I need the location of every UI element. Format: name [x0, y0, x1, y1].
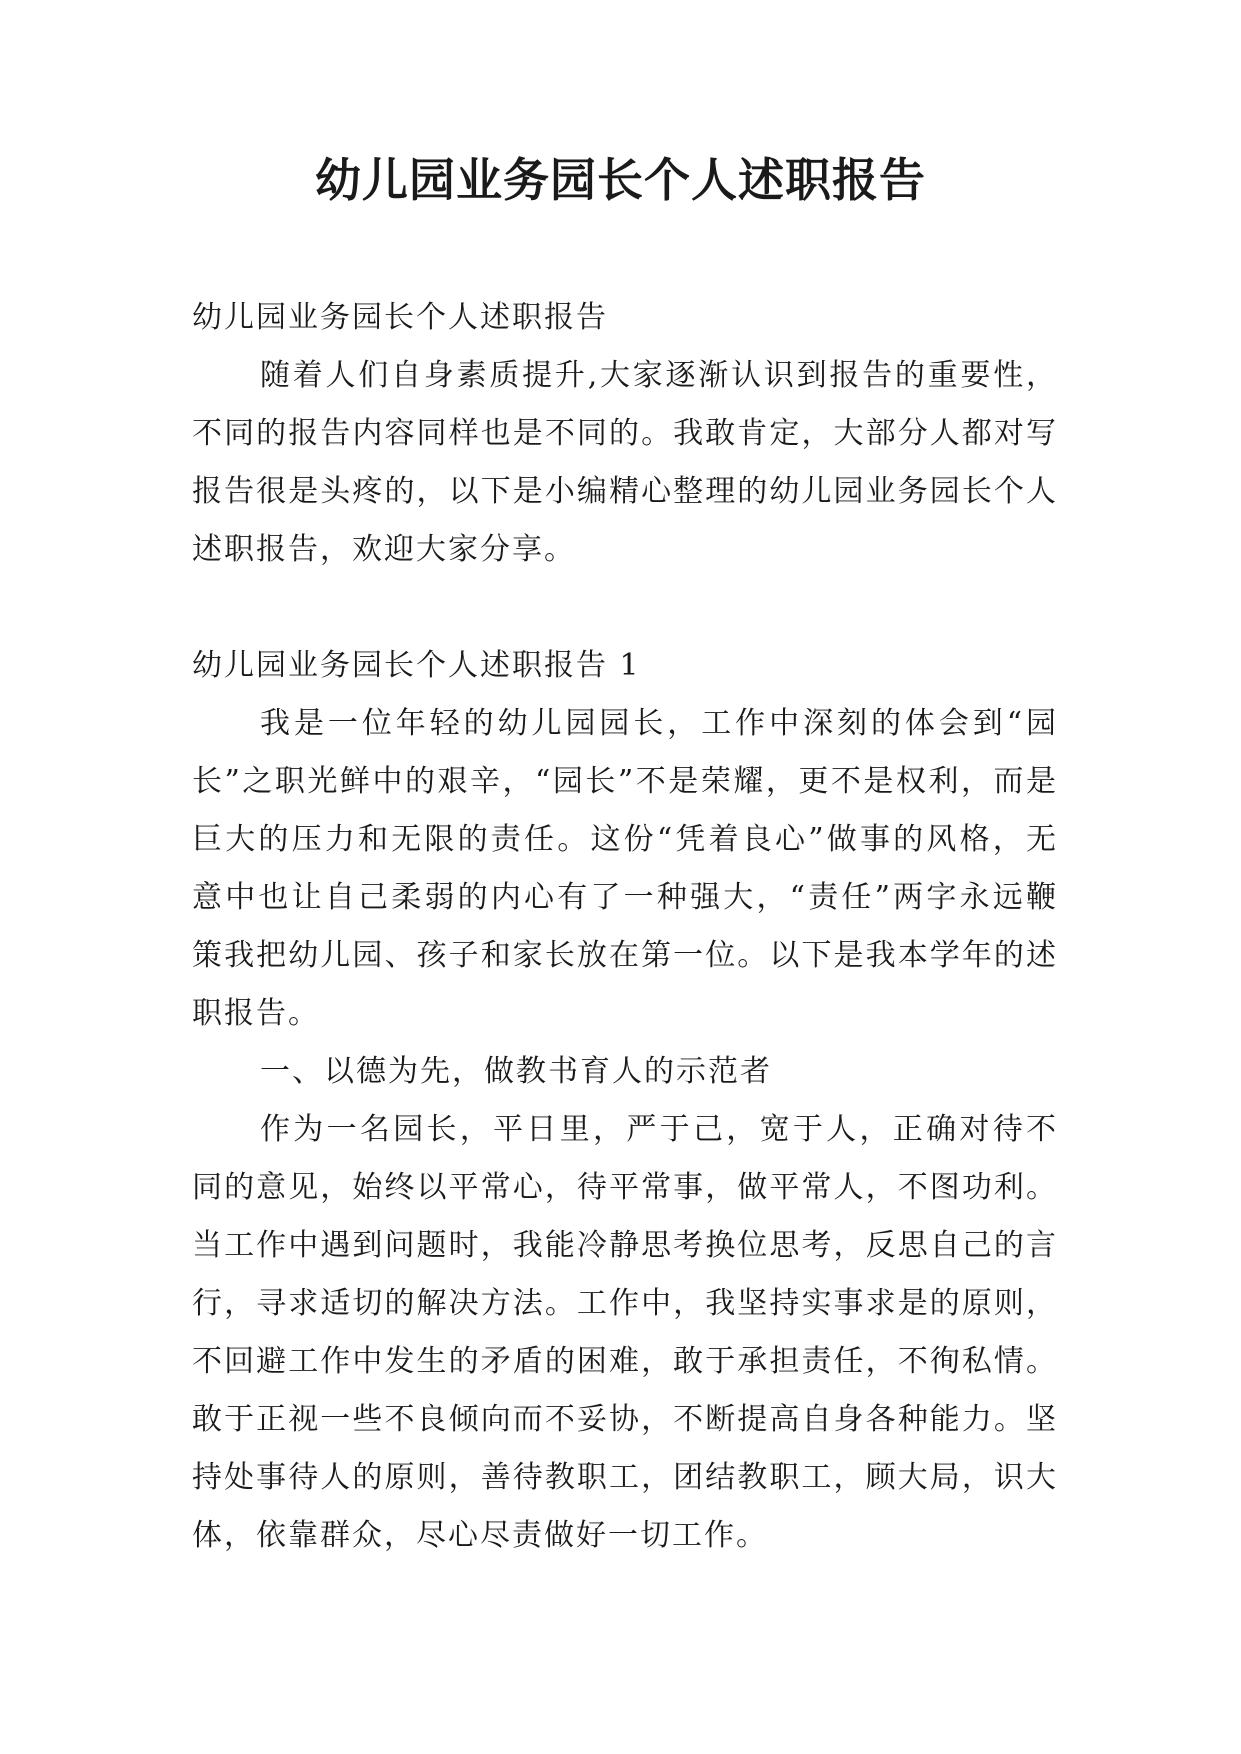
intro-paragraph: 随着人们自身素质提升,大家逐渐认识到报告的重要性，不同的报告内容同样也是不同的。我敢肯定，大部分人都对写报告很是头疼的，以下是小编精心整理的幼儿园业务园长个人述职报告，欢迎大家分享。: [192, 358, 1058, 567]
section1-paragraph-1: 我是一位年轻的幼儿园园长，工作中深刻的体会到“园长”之职光鲜中的艰辛，“园长”不是荣耀，更不是权利，而是巨大的压力和无限的责任。这份“凭着良心”做事的风格，无意中也让自己柔弱的内心有了一种强大，“责任”两字永远鞭策我把幼儿园、孩子和家长放在第一位。以下是我本学年的述职报告。: [192, 706, 1058, 1031]
section1-subheading: 一、以德为先，做教书育人的示范者: [260, 1054, 772, 1089]
document-title: 幼儿园业务园长个人述职报告: [315, 153, 926, 207]
intro-heading: 幼儿园业务园长个人述职报告: [192, 300, 608, 335]
section-spacer: [192, 579, 1058, 637]
document-body: [192, 289, 1058, 1565]
section1-heading: 幼儿园业务园长个人述职报告 1: [192, 648, 641, 683]
section1-paragraph-2: 作为一名园长，平日里，严于己，宽于人，正确对待不同的意见，始终以平常心，待平常事，做平常人，不图功利。当工作中遇到问题时，我能冷静思考换位思考，反思自己的言行，寻求适切的解决方法。工作中，我坚持实事求是的原则，不回避工作中发生的矛盾的困难，敢于承担责任，不徇私情。敢于正视一些不良倾向而不妥协，不断提高自身各种能力。坚持处事待人的原则，善待教职工，团结教职工，顾大局，识大体，依靠群众，尽心尽责做好一切工作。: [192, 1112, 1058, 1553]
